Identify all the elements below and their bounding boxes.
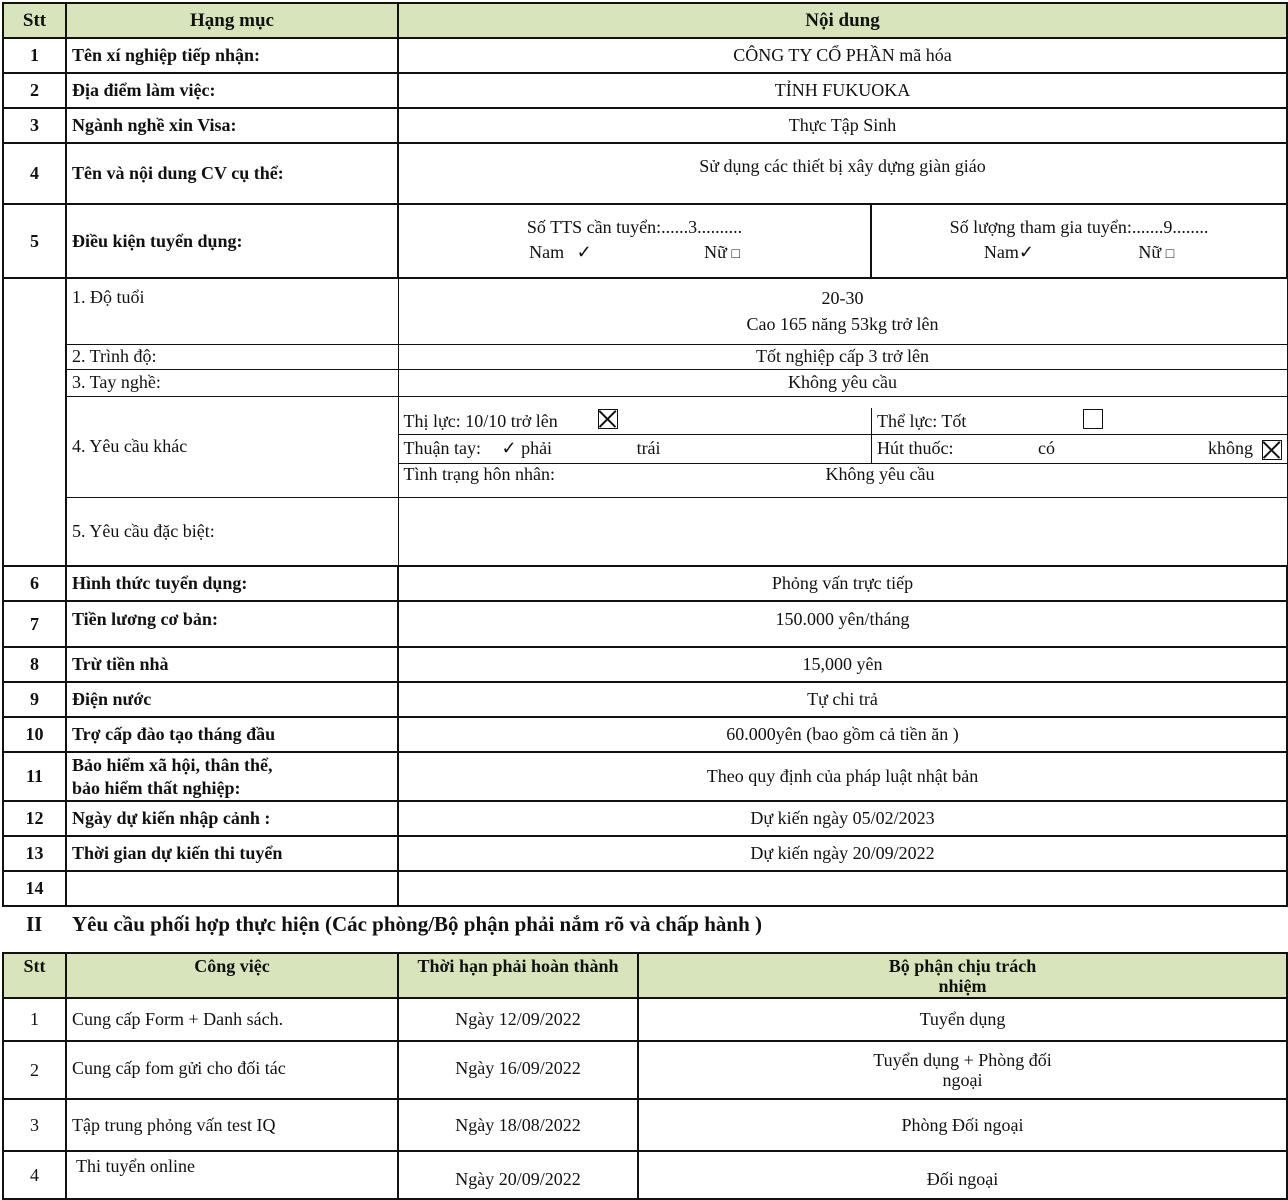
row-label: Điện nước (66, 682, 398, 717)
row-value: Dự kiến ngày 20/09/2022 (398, 836, 1287, 871)
participant-count-cell (871, 204, 1287, 278)
row-label: Tên và nội dung CV cụ thể: (66, 143, 398, 204)
table-row: 3 Tập trung phỏng vấn test IQ Ngày 18/08/2022 Phòng Đối ngoại (3, 1099, 1287, 1151)
header-deadline: Thời hạn phải hoàn thành (398, 953, 638, 998)
table-row: 1 Cung cấp Form + Danh sách. Ngày 12/09/2022 Tuyển dụng (3, 998, 1287, 1041)
task-cell: Thi tuyển online (66, 1151, 398, 1199)
checkbox-icon: □ (1165, 247, 1175, 262)
table-row: 6 Hình thức tuyển dụng: Phỏng vấn trực tiếp (3, 566, 1287, 601)
row-label: Điều kiện tuyển dụng: (66, 204, 398, 278)
table-row: 12 Ngày dự kiến nhập cảnh : Dự kiến ngày 05/02/2023 (3, 801, 1287, 836)
header-stt: Stt (3, 3, 66, 38)
department-cell: Đối ngoại (638, 1151, 1287, 1199)
row-value: Sử dụng các thiết bị xây dựng giàn giáo (398, 143, 1287, 204)
header-task: Công việc (66, 953, 398, 998)
department-cell: Tuyển dụng (638, 998, 1287, 1041)
row-label: Tiền lương cơ bản: (66, 601, 398, 647)
checked-box-icon (598, 409, 618, 429)
row-value: Thực Tập Sinh (398, 108, 1287, 143)
table-row: 9 Điện nước Tự chi trả (3, 682, 1287, 717)
age-value: 20-30 Cao 165 năng 53kg trở lên (398, 278, 1287, 344)
checked-box-icon (1262, 440, 1282, 460)
participant-count: Số lượng tham gia tuyển:.......9........ (949, 217, 1209, 237)
header-hang-muc: Hạng mục (66, 3, 398, 38)
row-label: Thời gian dự kiến thi tuyển (66, 836, 398, 871)
age-label: 1. Độ tuổi (66, 278, 398, 344)
department-cell: Tuyển dụng + Phòng đối ngoại (638, 1041, 1287, 1099)
table-row: 10 Trợ cấp đào tạo tháng đầu 60.000yên (bao gồm cả tiền ăn ) (3, 717, 1287, 752)
eyesight-cell: Thị lực: 10/10 trở lên (399, 408, 872, 434)
table-row: 8 Trừ tiền nhà 15,000 yên (3, 647, 1287, 682)
row-value: Dự kiến ngày 05/02/2023 (398, 801, 1287, 836)
row-label: Hình thức tuyển dụng: (66, 566, 398, 601)
gender-line: Nam✓ Nữ □ (983, 242, 1175, 262)
deadline-cell: Ngày 20/09/2022 (398, 1151, 638, 1199)
table-row: 2 Cung cấp fom gửi cho đối tác Ngày 16/09/2022 Tuyển dụng + Phòng đối ngoại (3, 1041, 1287, 1099)
special-requirements-label: 5. Yêu cầu đặc biệt: (66, 497, 398, 566)
checkbox-icon: □ (731, 247, 740, 262)
row-label: Bảo hiểm xã hội, thân thể, bảo hiểm thất nghiệp: (66, 752, 398, 801)
task-cell: Tập trung phỏng vấn test IQ (66, 1099, 398, 1151)
table-row (3, 396, 1287, 497)
recruitment-table (2, 2, 1288, 907)
table-row (3, 369, 1287, 396)
header-department: Bộ phận chịu trách nhiệm (638, 953, 1287, 998)
section-title: Yêu cầu phối hợp thực hiện (Các phòng/Bộ phận phải nắm rõ và chấp hành ) (72, 912, 762, 936)
table-row: 5 Điều kiện tuyển dụng: Số TTS cần tuyển:......3.......... Nam ✓ Nữ □ Số lượng tham gia tuyển:.......9........ Nam✓ Nữ □ (3, 204, 1287, 278)
table-row: 7 Tiền lương cơ bản: 150.000 yên/tháng (3, 601, 1287, 647)
table-row: 14 (3, 871, 1287, 906)
coordination-table (2, 952, 1288, 1200)
education-value: Tốt nghiệp cấp 3 trở lên (398, 344, 1287, 369)
marital-cell: Tình trạng hôn nhân: Không yêu cầu (403, 463, 935, 484)
table-row: 11 Bảo hiểm xã hội, thân thể, bảo hiểm thất nghiệp: Theo quy định của pháp luật nhật bản (3, 752, 1287, 801)
row-value: 60.000yên (bao gồm cả tiền ăn ) (398, 717, 1287, 752)
row-label: Ngành nghề xin Visa: (66, 108, 398, 143)
row-value: CÔNG TY CỔ PHẦN mã hóa (398, 38, 1287, 73)
row-label: Tên xí nghiệp tiếp nhận: (66, 38, 398, 73)
fitness-cell: Thể lực: Tốt (872, 408, 1288, 434)
task-cell: Cung cấp Form + Danh sách. (66, 998, 398, 1041)
table-row (3, 278, 1287, 344)
table-row: 2 Địa điểm làm việc: TỈNH FUKUOKA (3, 73, 1287, 108)
row-value: Tự chi trả (398, 682, 1287, 717)
section-2-title (26, 912, 762, 937)
gender-line: Nam ✓ Nữ □ (529, 242, 740, 262)
table-row (3, 344, 1287, 369)
table-row: 13 Thời gian dự kiến thi tuyển Dự kiến ngày 20/09/2022 (3, 836, 1287, 871)
row-label: Ngày dự kiến nhập cảnh : (66, 801, 398, 836)
row-value: 150.000 yên/tháng (398, 601, 1287, 647)
row-label: Trợ cấp đào tạo tháng đầu (66, 717, 398, 752)
task-cell: Cung cấp fom gửi cho đối tác (66, 1041, 398, 1099)
deadline-cell: Ngày 18/08/2022 (398, 1099, 638, 1151)
other-requirements-label: 4. Yêu cầu khác (66, 396, 398, 497)
handedness-cell: Thuận tay: ✓ phải trái (399, 434, 872, 463)
skill-value: Không yêu cầu (398, 369, 1287, 396)
deadline-cell: Ngày 12/09/2022 (398, 998, 638, 1041)
special-requirements-value (398, 497, 1287, 566)
check-icon: ✓ (576, 242, 592, 262)
trainee-count-cell (398, 204, 871, 278)
row-value: Phỏng vấn trực tiếp (398, 566, 1287, 601)
skill-label: 3. Tay nghề: (66, 369, 398, 396)
header-stt: Stt (3, 953, 66, 998)
smoking-cell: Hút thuốc: có không (872, 434, 1288, 463)
education-label: 2. Trình độ: (66, 344, 398, 369)
table-row: 3 Ngành nghề xin Visa: Thực Tập Sinh (3, 108, 1287, 143)
row-value: 15,000 yên (398, 647, 1287, 682)
table-row (3, 497, 1287, 566)
department-cell: Phòng Đối ngoại (638, 1099, 1287, 1151)
row-value: TỈNH FUKUOKA (398, 73, 1287, 108)
trainee-count: Số TTS cần tuyển:......3.......... (526, 217, 743, 237)
header-noi-dung: Nội dung (398, 3, 1287, 38)
table-row: 1 Tên xí nghiệp tiếp nhận: CÔNG TY CỔ PHẦN mã hóa (3, 38, 1287, 73)
deadline-cell: Ngày 16/09/2022 (398, 1041, 638, 1099)
row-label: Trừ tiền nhà (66, 647, 398, 682)
table-row: 4 Tên và nội dung CV cụ thể: Sử dụng các thiết bị xây dựng giàn giáo (3, 143, 1287, 204)
row-label: Địa điểm làm việc: (66, 73, 398, 108)
row-value: Theo quy định của pháp luật nhật bản (398, 752, 1287, 801)
section-number: II (26, 912, 43, 936)
checkbox-icon (1083, 409, 1103, 429)
table-row: 4 Thi tuyển online Ngày 20/09/2022 Đối ngoại (3, 1151, 1287, 1199)
